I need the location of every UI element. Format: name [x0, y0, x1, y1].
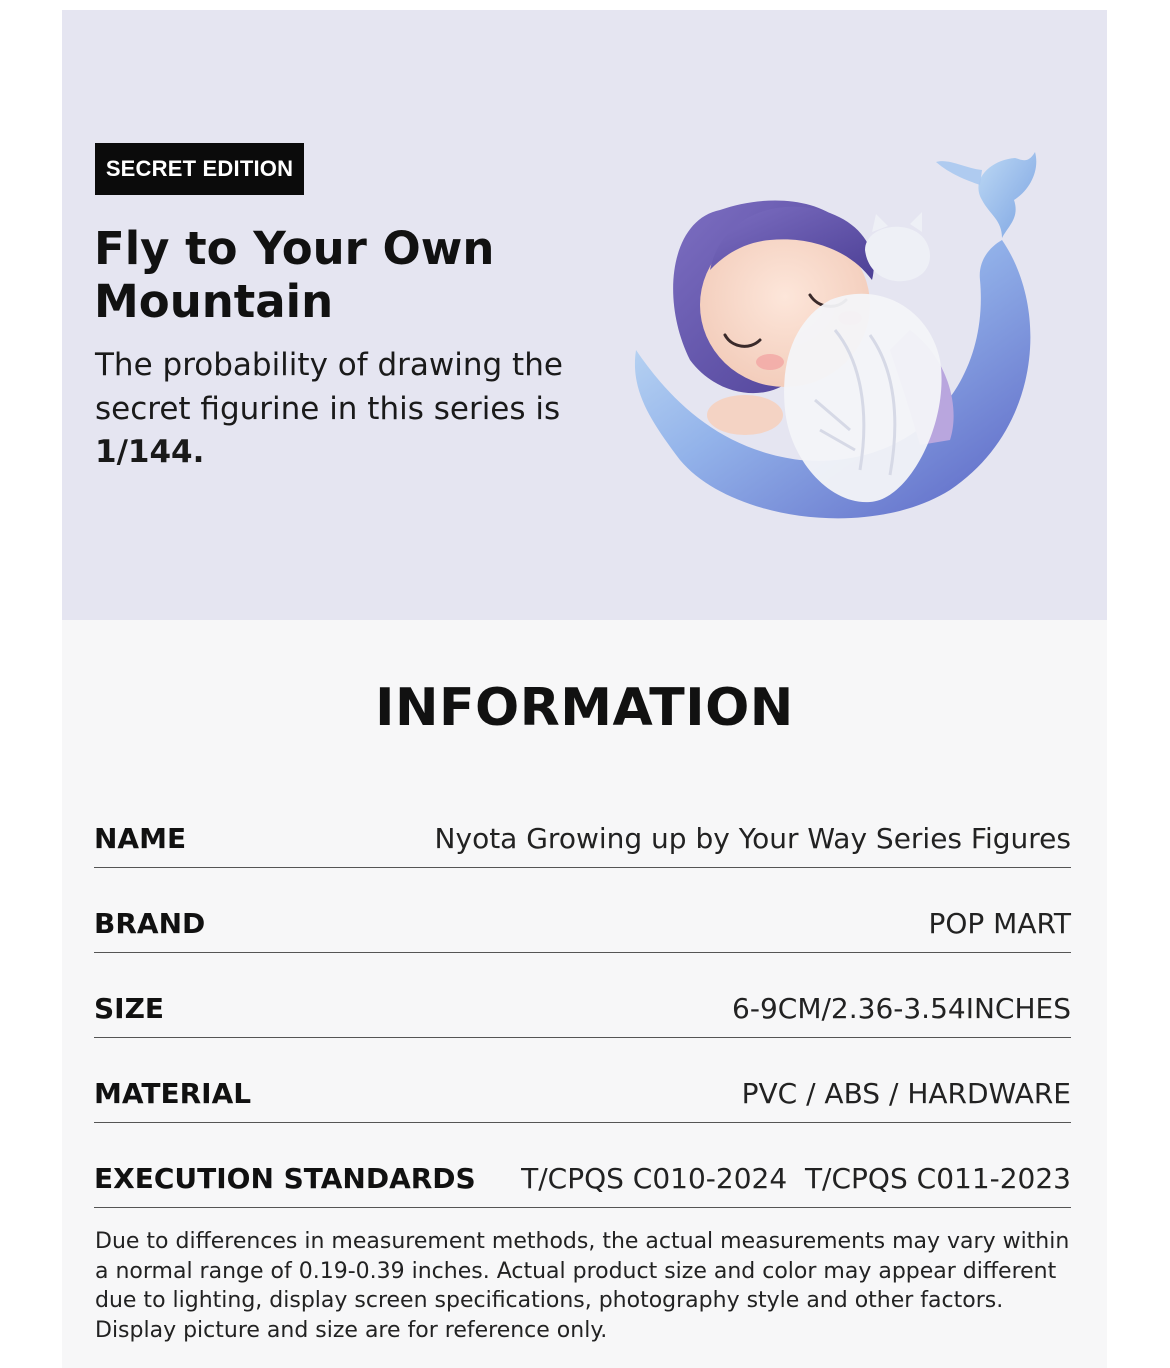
spec-label: NAME [94, 822, 187, 855]
probability-text [95, 344, 595, 475]
spec-row-brand [94, 868, 1071, 953]
product-detail-page [62, 10, 1107, 1368]
information-heading: INFORMATION [375, 678, 794, 738]
secret-edition-badge: SECRET EDITION [95, 143, 304, 195]
secret-edition-banner [62, 10, 1107, 620]
spec-value: PVC / ABS / HARDWARE [741, 1077, 1071, 1110]
spec-value: Nyota Growing up by Your Way Series Figures [434, 822, 1071, 855]
measurement-disclaimer: Due to differences in measurement methods, the actual measurements may vary within a normal range of 0.19-0.39 inches. Actual product size and color may appear different due to lighting, display screen specifications, photography style and other factors. Display picture and size are for reference only. [95, 1229, 1070, 1343]
probability-value: 1/144. [95, 434, 205, 470]
spec-row-size [94, 953, 1071, 1038]
spec-label: EXECUTION STANDARDS [94, 1162, 476, 1195]
specifications-table [94, 783, 1071, 1208]
spec-label: SIZE [94, 992, 165, 1025]
spec-row-execution-standards [94, 1123, 1071, 1208]
secret-figurine-image [610, 130, 1050, 530]
spec-value: T/CPQS C010-2024 T/CPQS C011-2023 [521, 1162, 1071, 1195]
spec-label: BRAND [94, 907, 206, 940]
spec-value: 6-9CM/2.36-3.54INCHES [732, 992, 1071, 1025]
probability-description: The probability of drawing the secret figurine in this series is [95, 347, 563, 427]
spec-row-name [94, 783, 1071, 868]
secret-figure-title: Fly to Your Own Mountain [94, 222, 495, 328]
spec-row-material [94, 1038, 1071, 1123]
spec-value: POP MART [928, 907, 1071, 940]
spec-label: MATERIAL [94, 1077, 252, 1110]
